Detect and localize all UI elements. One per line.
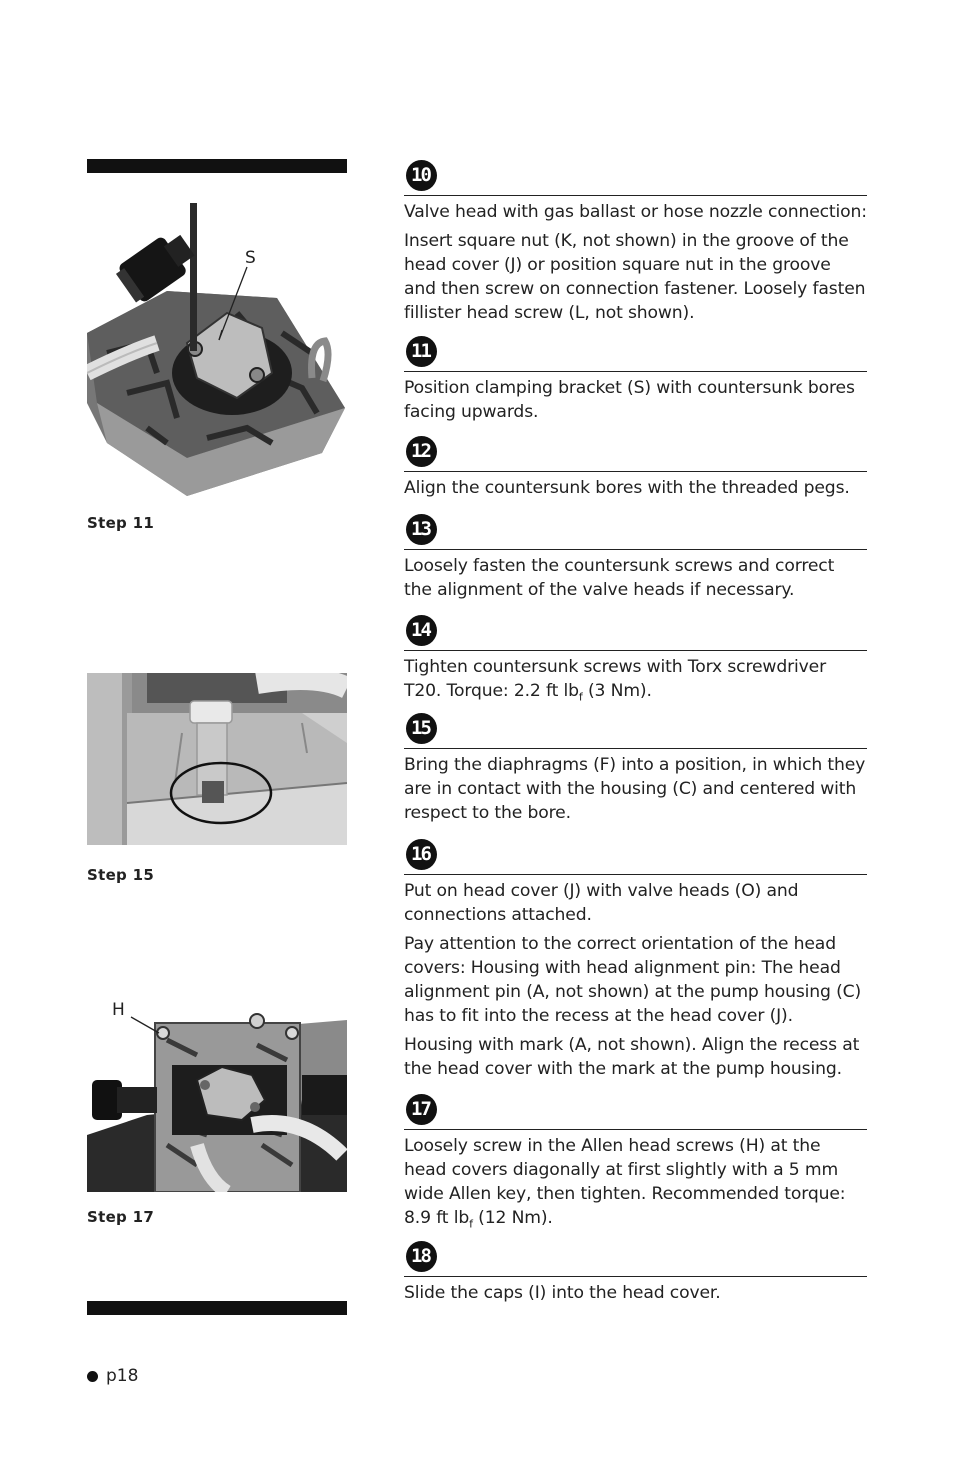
step-rule bbox=[404, 1276, 867, 1277]
step-number: 14 bbox=[406, 615, 437, 646]
step-number: 15 bbox=[406, 713, 437, 744]
step-text: Loosely fasten the countersunk screws and correct the alignment of the valve heads if necessary. bbox=[404, 556, 835, 600]
step-number: 16 bbox=[406, 839, 437, 870]
step-14 bbox=[404, 615, 867, 709]
step-text-main: Tighten countersunk screws with Torx screwdriver T20. Torque: 2.2 ft lb bbox=[404, 657, 826, 701]
caption-step-17: Step 17 bbox=[87, 1208, 155, 1226]
caption-step-15: Step 15 bbox=[87, 866, 155, 884]
step-text: Align the countersunk bores with the threaded pegs. bbox=[404, 478, 850, 498]
step-text bbox=[404, 655, 867, 709]
photo-label-h: H bbox=[112, 1000, 125, 1020]
step-text: Bring the diaphragms (F) into a position, in which they are in contact with the housing (C) and centered with respect to the bore. bbox=[404, 755, 866, 823]
step-number: 12 bbox=[406, 436, 437, 467]
photo-step-17 bbox=[87, 995, 347, 1192]
step-18 bbox=[404, 1241, 867, 1305]
step-rule bbox=[404, 874, 867, 875]
step-number: 10 bbox=[406, 160, 437, 191]
step-rule bbox=[404, 650, 867, 651]
page-footer bbox=[87, 1366, 138, 1386]
step-13 bbox=[404, 514, 867, 602]
step-15 bbox=[404, 713, 867, 825]
step-10 bbox=[404, 160, 867, 325]
step-text-subscript: f bbox=[469, 1217, 473, 1231]
step-16 bbox=[404, 839, 867, 1081]
caption-step-11: Step 11 bbox=[87, 514, 155, 532]
step-11 bbox=[404, 336, 867, 424]
step-rule bbox=[404, 471, 867, 472]
top-bar bbox=[87, 159, 347, 173]
step-rule bbox=[404, 748, 867, 749]
photo-label-s: S bbox=[245, 248, 256, 268]
step-text: Position clamping bracket (S) with countersunk bores facing upwards. bbox=[404, 378, 855, 422]
photo-step-11 bbox=[87, 203, 347, 499]
step-rule bbox=[404, 195, 867, 196]
step-text: Put on head cover (J) with valve heads (O) and connections attached. bbox=[404, 881, 799, 925]
step-text: Insert square nut (K, not shown) in the groove of the head cover (J) or position square nut in the groove and then screw on connection fastener. Loosely fasten fillister head screw (L, not shown). bbox=[404, 231, 866, 323]
step-rule bbox=[404, 549, 867, 550]
step-text: Valve head with gas ballast or hose nozzle connection: bbox=[404, 202, 867, 222]
step-text bbox=[404, 1134, 867, 1236]
step-rule bbox=[404, 1129, 867, 1130]
bottom-bar bbox=[87, 1301, 347, 1315]
page-number: p18 bbox=[106, 1366, 139, 1386]
step-text-subscript: f bbox=[578, 690, 583, 704]
photo-step-15 bbox=[87, 673, 347, 845]
step-rule bbox=[404, 371, 867, 372]
step-number: 13 bbox=[406, 514, 437, 545]
step-text: Pay attention to the correct orientation of the head covers: Housing with head alignment pin: The head alignment pin (A, not shown) at the pump housing (C) has to fit into the recess at the head cover (J). bbox=[404, 934, 862, 1026]
step-text-tail: (3 Nm). bbox=[582, 681, 652, 701]
step-text-tail: (12 Nm). bbox=[472, 1208, 553, 1228]
step-text-main: Loosely screw in the Allen head screws (H) at the head covers diagonally at first slightly with a 5 mm wide Allen key, then tighten. Recommended torque: 8.9 ft lb bbox=[404, 1136, 846, 1228]
step-text: Housing with mark (A, not shown). Align the recess at the head cover with the mark at the pump housing. bbox=[404, 1035, 860, 1079]
step-12 bbox=[404, 436, 867, 500]
step-text: Slide the caps (I) into the head cover. bbox=[404, 1283, 721, 1303]
step-number: 17 bbox=[406, 1094, 437, 1125]
step-number: 18 bbox=[406, 1241, 437, 1272]
step-number: 11 bbox=[406, 336, 437, 367]
step-17 bbox=[404, 1094, 867, 1236]
bullet-icon bbox=[87, 1371, 98, 1382]
